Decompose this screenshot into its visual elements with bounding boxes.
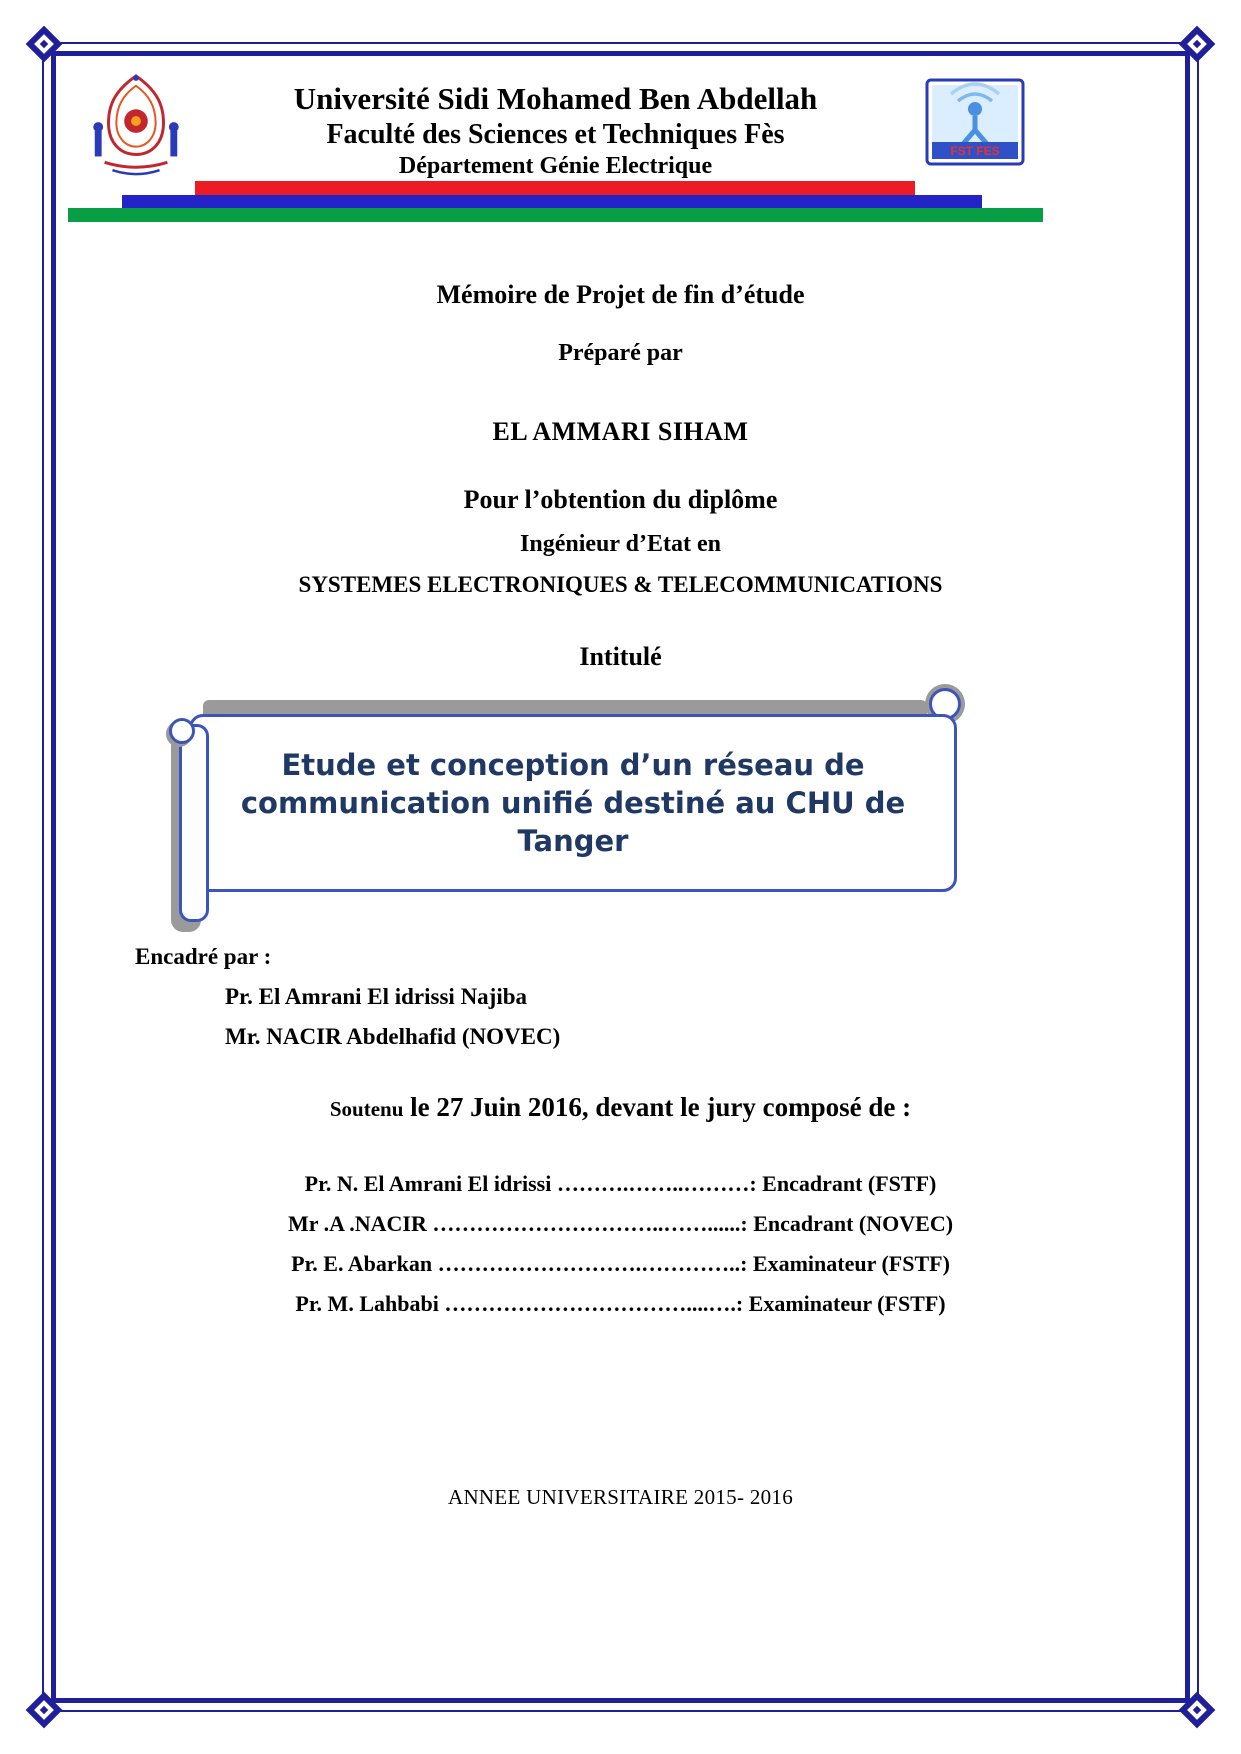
banner-body <box>189 714 957 892</box>
corner-dot <box>40 1706 48 1714</box>
banner-scroll-roll-left <box>179 724 209 922</box>
speciality-line: SYSTEMES ELECTRONIQUES & TELECOMMUNICATIONS <box>298 572 943 598</box>
supervisor-2: Mr. NACIR Abdelhafid (NOVEC) <box>225 1024 561 1050</box>
obtention-line: Pour l’obtention du diplôme <box>463 485 778 515</box>
intitule-label: Intitulé <box>579 642 662 672</box>
institution-block <box>186 80 925 181</box>
page-content <box>56 56 1185 1698</box>
fst-logo-label: FST FES <box>950 144 1000 158</box>
jury-member: Mr .A .NACIR …………………………..……......: Encadrant (NOVEC) <box>287 1211 954 1237</box>
border-corner-ornament <box>1184 31 1210 57</box>
university-name: Université Sidi Mohamed Ben Abdellah <box>293 81 818 116</box>
department-name: Département Génie Electrique <box>398 152 713 179</box>
thesis-title: Etude et conception d’un réseau de communication unifié destiné au CHU de Tanger <box>240 747 906 859</box>
prepared-by-label: Préparé par <box>558 340 683 367</box>
border-corner-ornament <box>1184 1697 1210 1723</box>
faculty-name: Faculté des Sciences et Techniques Fès <box>326 118 785 150</box>
corner-dot <box>1193 1706 1201 1714</box>
red-bar <box>195 181 915 195</box>
defense-prefix: Soutenu <box>329 1097 404 1122</box>
jury-list <box>56 1171 1185 1317</box>
degree-line: Ingénieur d’Etat en <box>520 531 721 558</box>
defense-line <box>56 1092 1185 1123</box>
blue-bar <box>122 195 982 208</box>
supervisor-1: Pr. El Amrani El idrissi Najiba <box>225 984 528 1010</box>
jury-member: Pr. N. El Amrani El idrissi ……….……..………: Encadrant (FSTF) <box>304 1171 937 1197</box>
border-corner-ornament <box>31 1697 57 1723</box>
border-corner-ornament <box>31 31 57 57</box>
corner-dot <box>40 40 48 48</box>
supervisors-label: Encadré par : <box>135 944 272 970</box>
corner-dot <box>1193 40 1201 48</box>
defense-statement: le 27 Juin 2016, devant le jury composé de : <box>410 1092 912 1123</box>
green-bar <box>68 208 1043 222</box>
header <box>56 56 1185 181</box>
author-name: EL AMMARI SIHAM <box>492 417 749 447</box>
academic-year: ANNEE UNIVERSITAIRE 2015- 2016 <box>447 1485 794 1509</box>
memoire-line: Mémoire de Projet de fin d’étude <box>436 280 805 310</box>
university-emblem-logo <box>86 72 186 180</box>
jury-member: Pr. E. Abarkan ……………………….…………..: Examinateur (FSTF) <box>291 1251 950 1277</box>
fst-fes-logo <box>925 78 1025 166</box>
title-banner <box>185 712 957 892</box>
decorative-bars <box>56 181 1185 222</box>
jury-member: Pr. M. Lahbabi ……………………………....….: Examinateur (FSTF) <box>295 1291 946 1317</box>
